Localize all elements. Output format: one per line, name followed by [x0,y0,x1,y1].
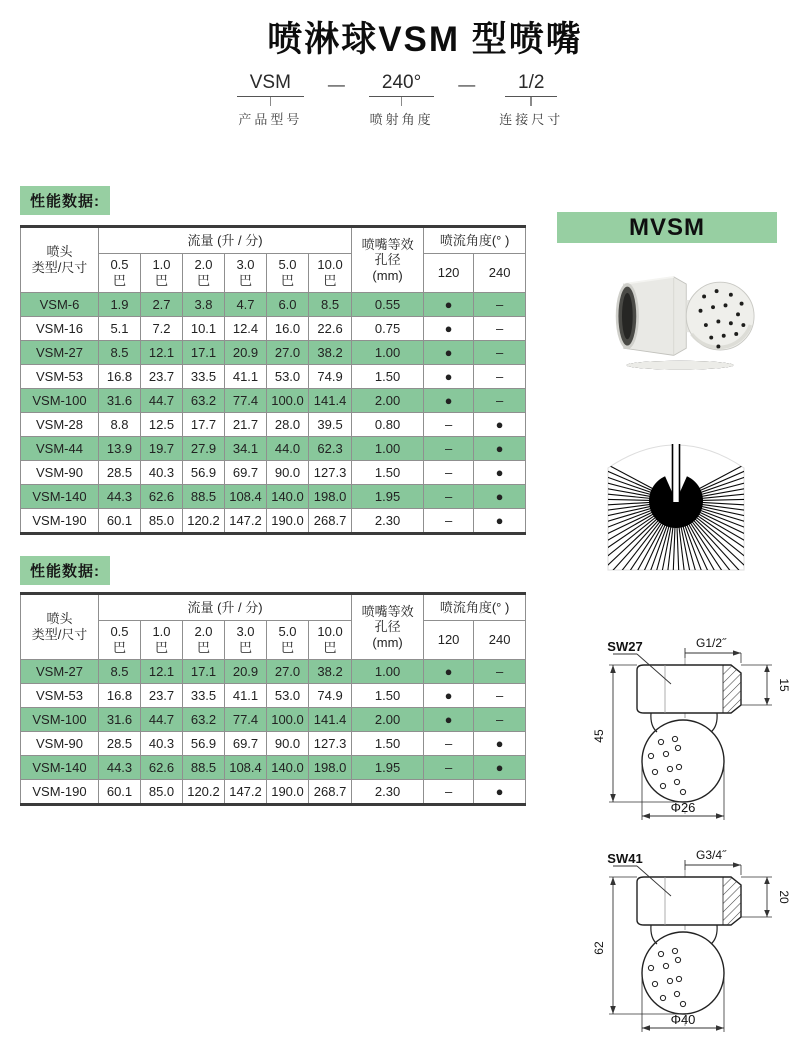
series-banner: MVSM [557,212,777,243]
flow-cell: 21.7 [225,413,267,437]
model-cell: VSM-190 [21,509,99,534]
flow-cell: 38.2 [309,341,352,365]
table-row [21,485,526,509]
flow-cell: 268.7 [309,780,352,805]
flow-cell: 12.1 [141,660,183,684]
flow-cell: 60.1 [99,780,141,805]
angle-cell: – [424,509,474,534]
flow-cell: 74.9 [309,365,352,389]
angle-cell: – [424,756,474,780]
model-code-value: 1/2 [505,72,557,97]
flow-cell: 141.4 [309,389,352,413]
col-header-pressure: 5.0 巴 [267,254,309,293]
flow-cell: 120.2 [183,780,225,805]
connector-tick [401,97,403,106]
col-header-pressure: 1.0 巴 [141,254,183,293]
thread-length-dim: 20 [777,890,790,904]
orifice-cell: 0.55 [352,293,424,317]
flow-cell: 2.7 [141,293,183,317]
flow-cell: 4.7 [225,293,267,317]
flow-cell: 44.7 [141,389,183,413]
angle-cell: ● [474,756,526,780]
flow-cell: 20.9 [225,341,267,365]
flow-cell: 268.7 [309,509,352,534]
model-code-label: 连接尺寸 [499,111,564,127]
orifice-cell: 1.50 [352,461,424,485]
flow-cell: 44.0 [267,437,309,461]
flow-cell: 108.4 [225,485,267,509]
angle-cell: ● [424,341,474,365]
flow-cell: 23.7 [141,684,183,708]
orifice-cell: 0.80 [352,413,424,437]
flow-cell: 74.9 [309,684,352,708]
flow-cell: 141.4 [309,708,352,732]
separator-dash: — [327,75,345,94]
flow-cell: 100.0 [267,389,309,413]
flow-cell: 17.1 [183,660,225,684]
flow-cell: 69.7 [225,732,267,756]
connector-tick [270,97,272,106]
angle-cell: – [424,413,474,437]
table-row [21,461,526,485]
angle-cell: ● [474,461,526,485]
flow-cell: 8.5 [99,660,141,684]
section-label-performance-1: 性能数据: [20,186,110,215]
orifice-cell: 2.30 [352,780,424,805]
col-header-pressure: 2.0 巴 [183,254,225,293]
flow-cell: 5.1 [99,317,141,341]
flow-cell: 33.5 [183,684,225,708]
table-row [21,341,526,365]
col-header-pressure: 10.0 巴 [309,621,352,660]
angle-cell: ● [424,660,474,684]
flow-cell: 85.0 [141,509,183,534]
angle-cell: ● [474,437,526,461]
nozzle-section-drawing [585,846,790,1042]
orifice-cell: 1.50 [352,365,424,389]
flow-cell: 17.7 [183,413,225,437]
flow-cell: 28.0 [267,413,309,437]
flow-cell: 90.0 [267,732,309,756]
angle-cell: ● [424,389,474,413]
flow-cell: 147.2 [225,780,267,805]
col-header-pressure: 3.0 巴 [225,254,267,293]
flow-cell: 19.7 [141,437,183,461]
angle-cell: – [424,461,474,485]
model-code-part-connection [499,72,563,128]
flow-cell: 108.4 [225,756,267,780]
flow-cell: 77.4 [225,708,267,732]
table-row [21,293,526,317]
overall-height-dim: 62 [592,941,606,955]
orifice-cell: 1.95 [352,485,424,509]
model-cell: VSM-190 [21,780,99,805]
technical-drawing-g34 [585,846,790,1042]
table-row [21,756,526,780]
flow-cell: 34.1 [225,437,267,461]
col-header-pressure: 3.0 巴 [225,621,267,660]
flow-cell: 39.5 [309,413,352,437]
model-cell: VSM-90 [21,732,99,756]
wrench-size-label: SW27 [607,639,643,654]
angle-cell: ● [424,684,474,708]
flow-cell: 140.0 [267,756,309,780]
performance-table-2 [20,592,526,806]
col-header-nozzle-type: 喷头 类型/尺寸 [21,227,99,293]
model-cell: VSM-27 [21,341,99,365]
flow-cell: 44.7 [141,708,183,732]
flow-cell: 16.0 [267,317,309,341]
flow-cell: 41.1 [225,365,267,389]
flow-cell: 44.3 [99,485,141,509]
angle-cell: ● [474,732,526,756]
flow-cell: 190.0 [267,509,309,534]
flow-cell: 77.4 [225,389,267,413]
orifice-cell: 1.00 [352,341,424,365]
angle-cell: ● [424,317,474,341]
angle-cell: – [474,389,526,413]
angle-cell: – [474,684,526,708]
flow-cell: 7.2 [141,317,183,341]
flow-cell: 140.0 [267,485,309,509]
flow-cell: 12.5 [141,413,183,437]
flow-cell: 40.3 [141,461,183,485]
spray-ball-photo-illustration [597,252,763,382]
flow-cell: 3.8 [183,293,225,317]
flow-cell: 62.6 [141,756,183,780]
flow-cell: 31.6 [99,708,141,732]
flow-cell: 12.4 [225,317,267,341]
flow-cell: 27.9 [183,437,225,461]
col-header-pressure: 0.5 巴 [99,621,141,660]
flow-cell: 198.0 [309,485,352,509]
col-header-orifice: 喷嘴等效 孔径 (mm) [352,594,424,660]
angle-cell: ● [474,485,526,509]
angle-cell: ● [474,413,526,437]
spray-pattern-240 [596,418,756,578]
col-header-angle-240: 240 [474,254,526,293]
col-header-nozzle-type: 喷头 类型/尺寸 [21,594,99,660]
angle-cell: – [474,708,526,732]
flow-cell: 100.0 [267,708,309,732]
product-photo [597,252,763,387]
flow-cell: 120.2 [183,509,225,534]
technical-drawing-g12 [585,634,790,835]
ball-diameter-dim: Φ40 [670,1012,696,1027]
flow-cell: 12.1 [141,341,183,365]
table-row [21,708,526,732]
col-header-orifice: 喷嘴等效 孔径 (mm) [352,227,424,293]
thread-size-label: G1/2˝ [695,636,727,650]
flow-cell: 69.7 [225,461,267,485]
orifice-cell: 1.00 [352,437,424,461]
model-code-breakdown [0,72,800,128]
flow-cell: 10.1 [183,317,225,341]
col-header-pressure: 2.0 巴 [183,621,225,660]
orifice-cell: 1.50 [352,684,424,708]
angle-cell: ● [474,509,526,534]
model-cell: VSM-27 [21,660,99,684]
flow-cell: 63.2 [183,708,225,732]
flow-cell: 127.3 [309,461,352,485]
model-code-part-angle [369,72,434,128]
flow-cell: 127.3 [309,732,352,756]
flow-cell: 44.3 [99,756,141,780]
col-header-angle-120: 120 [424,254,474,293]
flow-cell: 17.1 [183,341,225,365]
overall-height-dim: 45 [592,729,606,743]
flow-cell: 38.2 [309,660,352,684]
angle-cell: ● [424,708,474,732]
table-row [21,437,526,461]
col-header-pressure: 5.0 巴 [267,621,309,660]
angle-cell: – [424,780,474,805]
model-cell: VSM-44 [21,437,99,461]
ball-diameter-dim: Φ26 [670,800,696,815]
angle-cell: – [424,437,474,461]
flow-cell: 62.3 [309,437,352,461]
connector-tick [530,97,532,106]
model-code-value: 240° [369,72,434,97]
flow-cell: 190.0 [267,780,309,805]
model-cell: VSM-100 [21,708,99,732]
model-cell: VSM-16 [21,317,99,341]
orifice-cell: 2.30 [352,509,424,534]
table-row [21,684,526,708]
flow-cell: 28.5 [99,732,141,756]
model-code-label: 喷射角度 [369,111,434,127]
angle-cell: ● [424,293,474,317]
orifice-cell: 2.00 [352,389,424,413]
table-row [21,732,526,756]
model-code-part-product [237,72,304,128]
flow-cell: 20.9 [225,660,267,684]
angle-cell: – [474,660,526,684]
flow-cell: 28.5 [99,461,141,485]
col-header-pressure: 1.0 巴 [141,621,183,660]
angle-cell: – [474,293,526,317]
angle-cell: – [474,317,526,341]
flow-cell: 88.5 [183,485,225,509]
orifice-cell: 1.00 [352,660,424,684]
table-row [21,317,526,341]
model-cell: VSM-100 [21,389,99,413]
col-header-pressure: 0.5 巴 [99,254,141,293]
flow-cell: 6.0 [267,293,309,317]
flow-cell: 62.6 [141,485,183,509]
model-cell: VSM-140 [21,485,99,509]
model-cell: VSM-53 [21,365,99,389]
angle-cell: ● [424,365,474,389]
flow-cell: 198.0 [309,756,352,780]
flow-cell: 22.6 [309,317,352,341]
flow-cell: 56.9 [183,461,225,485]
model-cell: VSM-28 [21,413,99,437]
flow-cell: 13.9 [99,437,141,461]
col-header-angle-240: 240 [474,621,526,660]
angle-cell: ● [474,780,526,805]
flow-cell: 27.0 [267,660,309,684]
table-row [21,365,526,389]
thread-size-label: G3/4˝ [695,848,727,862]
flow-cell: 56.9 [183,732,225,756]
table-row [21,660,526,684]
flow-cell: 23.7 [141,365,183,389]
table-row [21,389,526,413]
model-cell: VSM-53 [21,684,99,708]
model-cell: VSM-140 [21,756,99,780]
col-header-flow-group: 流量 (升 / 分) [99,227,352,254]
flow-cell: 16.8 [99,684,141,708]
thread-length-dim: 15 [777,678,790,692]
orifice-cell: 2.00 [352,708,424,732]
flow-cell: 8.5 [309,293,352,317]
col-header-angle-group: 喷流角度(° ) [424,227,526,254]
separator-dash: — [458,75,476,94]
orifice-cell: 1.95 [352,756,424,780]
col-header-flow-group: 流量 (升 / 分) [99,594,352,621]
flow-cell: 60.1 [99,509,141,534]
wrench-size-label: SW41 [607,851,643,866]
flow-cell: 8.5 [99,341,141,365]
flow-cell: 85.0 [141,780,183,805]
flow-cell: 40.3 [141,732,183,756]
flow-cell: 88.5 [183,756,225,780]
table-row [21,780,526,805]
col-header-angle-120: 120 [424,621,474,660]
model-code-value: VSM [237,72,304,97]
angle-cell: – [424,732,474,756]
flow-cell: 90.0 [267,461,309,485]
flow-cell: 41.1 [225,684,267,708]
flow-cell: 33.5 [183,365,225,389]
orifice-cell: 1.50 [352,732,424,756]
flow-cell: 147.2 [225,509,267,534]
angle-cell: – [424,485,474,509]
flow-cell: 8.8 [99,413,141,437]
model-cell: VSM-6 [21,293,99,317]
table-row [21,509,526,534]
model-cell: VSM-90 [21,461,99,485]
flow-cell: 16.8 [99,365,141,389]
angle-cell: – [474,365,526,389]
angle-cell: – [474,341,526,365]
flow-cell: 31.6 [99,389,141,413]
page-title: 喷淋球VSM 型喷嘴 [267,20,583,59]
flow-cell: 1.9 [99,293,141,317]
flow-cell: 53.0 [267,684,309,708]
flow-cell: 63.2 [183,389,225,413]
flow-cell: 27.0 [267,341,309,365]
spray-pattern-diagram [596,418,756,583]
performance-table-1 [20,225,526,535]
model-code-label: 产品型号 [238,111,303,127]
col-header-angle-group: 喷流角度(° ) [424,594,526,621]
flow-cell: 53.0 [267,365,309,389]
nozzle-section-drawing [585,634,790,830]
table-row [21,413,526,437]
orifice-cell: 0.75 [352,317,424,341]
section-label-performance-2: 性能数据: [20,556,110,585]
col-header-pressure: 10.0 巴 [309,254,352,293]
